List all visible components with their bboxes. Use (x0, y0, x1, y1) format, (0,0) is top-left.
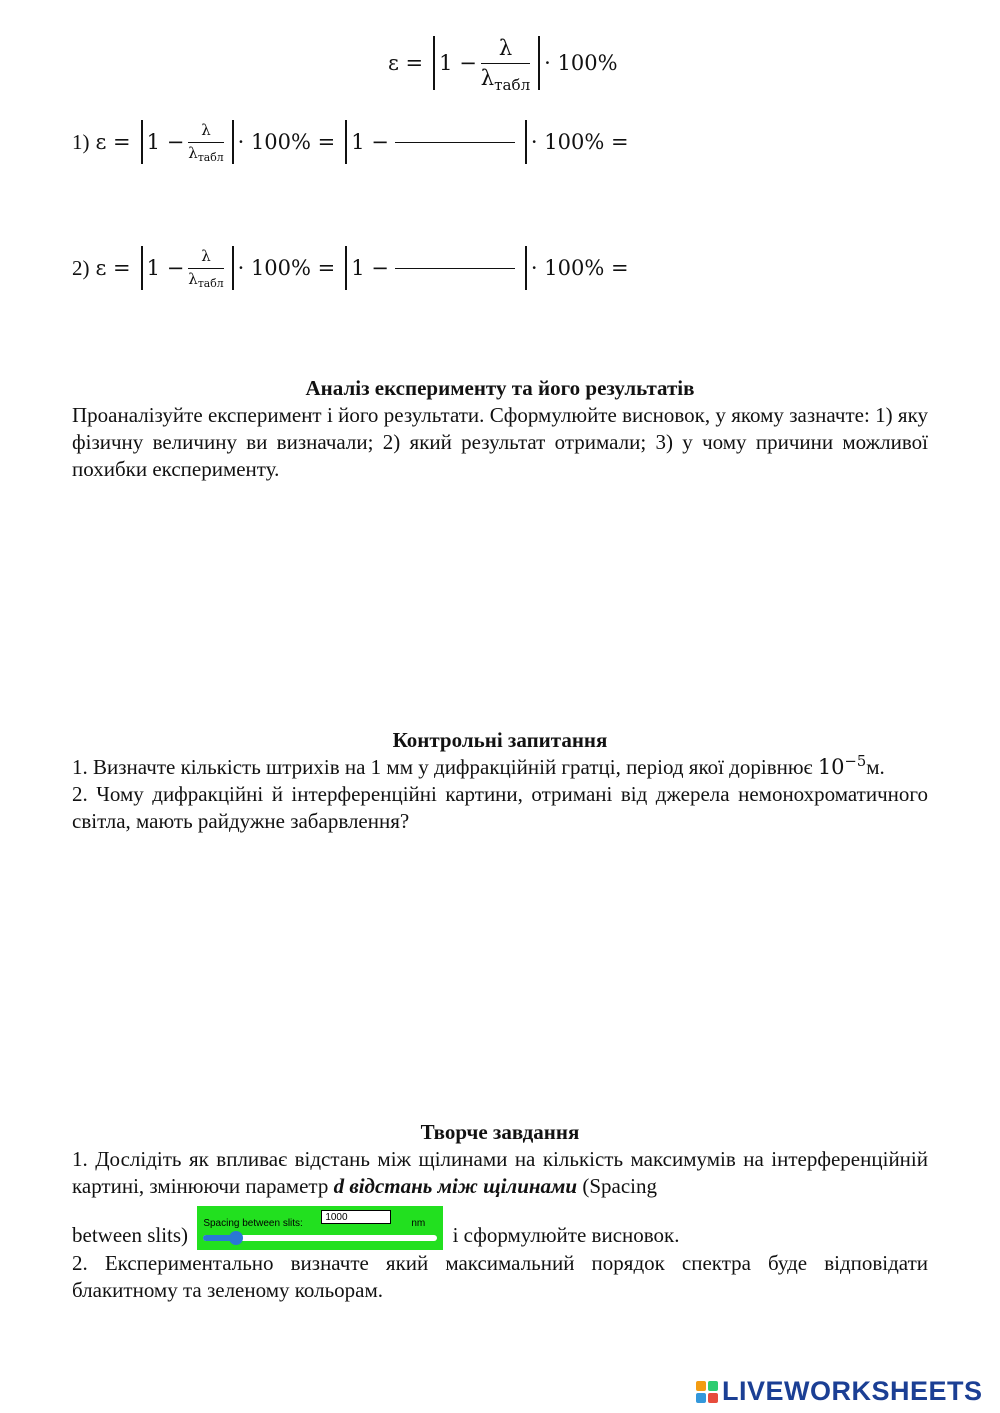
task-2: 2. Експериментально визначте який максимальний порядок спектра буде відповідати блакитному та зеленому кольорам. (72, 1251, 928, 1302)
formula-lhs: ε = (388, 51, 424, 75)
slider-track[interactable] (203, 1235, 437, 1241)
logo-box (708, 1393, 718, 1403)
question-2: 2. Чому дифракційні й інтерференційні картини, отримані від джерела немонохроматичного світла, мають райдужне забарвлення? (72, 782, 928, 833)
questions-text (72, 754, 928, 835)
calc-one-minus-2: 1 − (351, 130, 389, 154)
creative-text (72, 1146, 928, 1304)
formula-main (388, 36, 618, 94)
calc-fraction: $\frac{\lambda}{\lambda_{табл}}$ (188, 120, 224, 165)
logo-icon (696, 1381, 718, 1403)
task-1-line2: between slits) Spacing between slits: 1000 nm і сформулюйте висновок. (72, 1206, 928, 1250)
calc-line-label: 1) (72, 129, 90, 154)
calc-line-label: 2) (72, 255, 90, 280)
formula-fraction: $\frac{\lambda}{\lambda_{табл}}$ (480, 36, 531, 94)
calc-lhs: ε = (95, 256, 131, 280)
spacing-label: Spacing between slits: (203, 1218, 303, 1229)
spacing-input[interactable]: 1000 (321, 1210, 391, 1224)
calc-tail: · 100% = (530, 130, 629, 154)
question-1: 1. Визначте кількість штрихів на 1 мм у дифракційній гратці, період якої дорівнює $10^{-5}м$. (72, 753, 885, 779)
task-1: 1. Дослідіть як впливає відстань між щілинами на кількість максимумів на інтерференційній картині, змінюючи параметр d відстань між щілинами (Spacing (72, 1147, 928, 1198)
calc-one-minus: 1 − (146, 256, 185, 280)
slider-thumb[interactable] (229, 1231, 243, 1245)
analysis-paragraph: Проаналізуйте експеримент і його результати. Сформулюйте висновок, у якому зазначте: 1) яку фізичну величину ви визначали; 2) який результат отримали; 3) у чому причини можливої похибки експерименту. (72, 403, 928, 481)
calc-one-minus-2: 1 − (351, 256, 389, 280)
q1-exponent-value: $10^{-5}$ (817, 753, 867, 779)
calc-line-2 (72, 246, 629, 290)
questions-heading: Контрольні запитання (392, 728, 608, 752)
calc-mid: · 100% = (237, 130, 336, 154)
analysis-text (72, 402, 928, 483)
calc-mid: · 100% = (237, 256, 336, 280)
logo-box (708, 1381, 718, 1391)
answer-blank[interactable] (395, 142, 515, 143)
answer-blank[interactable] (395, 268, 515, 269)
logo-box (696, 1381, 706, 1391)
liveworksheets-logo (696, 1376, 983, 1407)
spacing-unit: nm (411, 1218, 426, 1229)
spacing-slider-widget[interactable] (197, 1206, 443, 1250)
calc-tail: · 100% = (530, 256, 629, 280)
logo-box (696, 1393, 706, 1403)
calc-line-1 (72, 120, 629, 164)
analysis-heading: Аналіз експерименту та його результатів (305, 376, 695, 400)
calc-lhs: ε = (95, 130, 131, 154)
formula-tail: · 100% (544, 51, 618, 75)
creative-heading: Творче завдання (420, 1120, 580, 1144)
logo-text: LIVEWORKSHEETS (722, 1376, 983, 1406)
task-1-param: d відстань між щілинами (333, 1174, 578, 1198)
formula-one-minus: 1 − (439, 51, 477, 75)
calc-fraction: $\frac{\lambda}{\lambda_{табл}}$ (188, 246, 224, 291)
calc-one-minus: 1 − (146, 130, 185, 154)
